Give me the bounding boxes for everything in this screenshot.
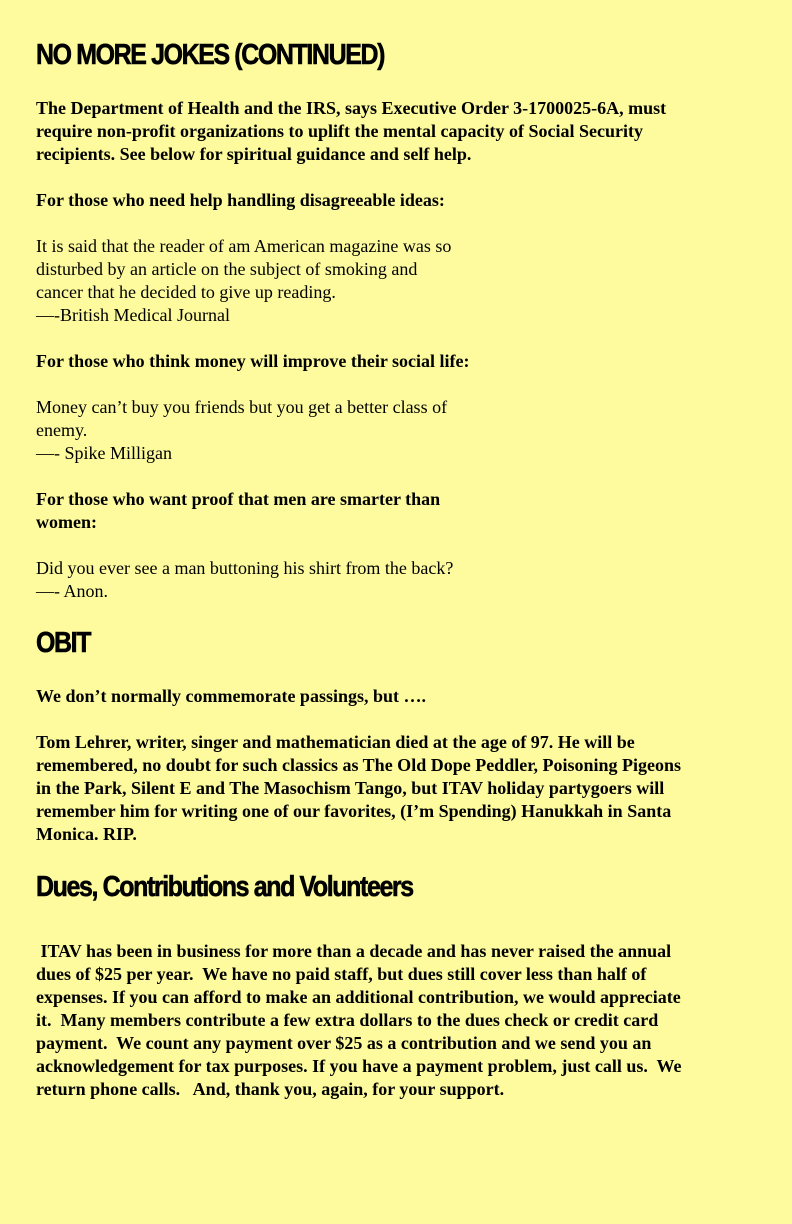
obit-lead: We don’t normally commemorate passings, but …. — [36, 686, 426, 706]
dues-body: ITAV has been in business for more than a decade and has never raised the annual dues of $25 per year. We have no paid staff, but dues still cover less than half of expenses. If you can afford to make an additional contribution, we would appreciate it. Many members contribute a few extra dollars to the dues check or credit card payment. We count any payment over $25 as a contribution and we send you an acknowledgement for tax purposes. If you have a payment problem, just call us. We return phone calls. And, thank you, again, for your support. — [36, 941, 682, 1099]
joke-2-quote: Money can’t buy you friends but you get a better class of enemy. —- Spike Milligan — [36, 397, 448, 463]
joke-1-prompt: For those who need help handling disagreeable ideas: — [36, 190, 445, 210]
jokes-intro: The Department of Health and the IRS, says Executive Order 3-1700025-6A, must require non-profit organizations to uplift the mental capacity of Social Security recipients. See below for spiritual guidance and self help. — [36, 98, 667, 164]
joke-3-prompt: For those who want proof that men are smarter than women: — [36, 489, 441, 532]
joke-3-quote: Did you ever see a man buttoning his shirt from the back? —- Anon. — [36, 558, 454, 601]
jokes-heading: NO MORE JOKES (CONTINUED) — [36, 39, 385, 71]
joke-1-quote: It is said that the reader of am American magazine was so disturbed by an article on the subject of smoking and cancer that he decided to give up reading. —-British Medical Journal — [36, 236, 452, 325]
obit-body: Tom Lehrer, writer, singer and mathematician died at the age of 97. He will be remembered, no doubt for such classics as The Old Dope Peddler, Poisoning Pigeons in the Park, Silent E and The Masochism Tango, but ITAV holiday partygoers will remember him for writing one of our favorites, (I’m Spending) Hanukkah in Santa Monica. RIP. — [36, 732, 682, 844]
obit-heading: OBIT — [36, 627, 91, 659]
joke-2-prompt: For those who think money will improve their social life: — [36, 351, 470, 371]
dues-heading: Dues, Contributions and Volunteers — [36, 871, 413, 903]
